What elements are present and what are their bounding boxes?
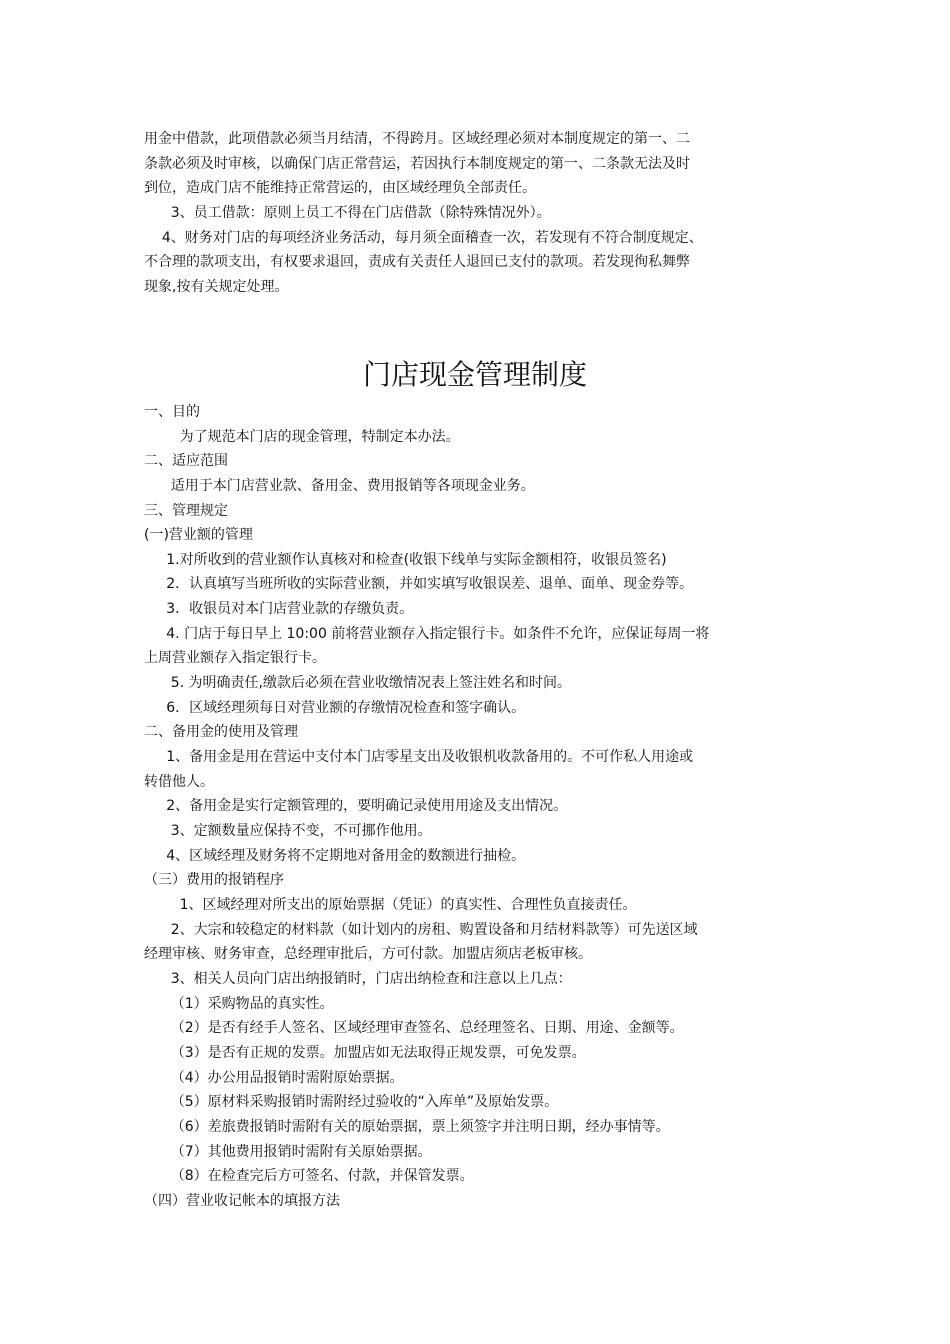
body-line: 1、区域经理对所支出的原始票据（凭证）的真实性、合理性负直接责任。 xyxy=(144,897,637,913)
paragraph-line: 到位，造成门店不能维持正常营运的，由区域经理负全部责任。 xyxy=(144,180,536,196)
body-line: 适用于本门店营业款、备用金、费用报销等各项现金业务。 xyxy=(144,478,535,494)
body-line: 3、定额数量应保持不变，不可挪作他用。 xyxy=(144,823,432,839)
body-line: 三、管理规定 xyxy=(144,503,228,519)
body-line: 上周营业额存入指定银行卡。 xyxy=(144,650,326,666)
body-line: 3、相关人员向门店出纳报销时，门店出纳检查和注意以上几点： xyxy=(144,971,572,987)
body-line: 2、备用金是实行定额管理的，要明确记录使用用途及支出情况。 xyxy=(144,798,568,814)
body-line: （四）营业收记帐本的填报方法 xyxy=(144,1193,340,1209)
body-line: 1.对所收到的营业额作认真核对和检查(收银下线单与实际金额相符，收银员签名) xyxy=(144,552,667,568)
body-line: （5）原材料采购报销时需附经过验收的“入库单”及原始发票。 xyxy=(144,1094,559,1110)
body-line: 1、备用金是用在营运中支付本门店零星支出及收银机收款备用的。不可作私人用途或 xyxy=(144,749,694,765)
body-line: （7）其他费用报销时需附有关原始票据。 xyxy=(144,1144,432,1160)
body-line: 转借他人。 xyxy=(144,774,214,790)
paragraph-line: 不合理的款项支出，有权要求退回，责成有关责任人退回已支付的款项。若发现徇私舞弊 xyxy=(144,254,690,270)
document-title: 门店现金管理制度 xyxy=(362,358,587,391)
body-line: 二、备用金的使用及管理 xyxy=(144,724,298,740)
body-line: （2）是否有经手人签名、区域经理审查签名、总经理签名、日期、用途、金额等。 xyxy=(144,1020,684,1036)
body-line: （3）是否有正规的发票。加盟店如无法取得正规发票，可免发票。 xyxy=(144,1045,586,1061)
body-line: 2．认真填写当班所收的实际营业额，并如实填写收银误差、退单、面单、现金券等。 xyxy=(144,576,694,592)
body-line: （三）费用的报销程序 xyxy=(144,872,284,888)
paragraph-line: 条款必须及时审核，以确保门店正常营运，若因执行本制度规定的第一、二条款无法及时 xyxy=(144,156,690,172)
body-line: 4. 门店于每日早上 10:00 前将营业额存入指定银行卡。如条件不允许，应保证每周一将 xyxy=(144,626,710,642)
body-line: 6．区域经理须每日对营业额的存缴情况检查和签字确认。 xyxy=(144,700,526,716)
paragraph-line: 用金中借款，此项借款必须当月结清，不得跨月。区域经理必须对本制度规定的第一、二 xyxy=(144,131,690,147)
body-line: 一、目的 xyxy=(144,404,200,420)
body-line: 5. 为明确责任,缴款后必须在营业收缴情况表上签注姓名和时间。 xyxy=(144,675,571,691)
body-line: 为了规范本门店的现金管理，特制定本办法。 xyxy=(144,429,460,445)
body-line: 二、适应范围 xyxy=(144,453,228,469)
body-line: （6）差旅费报销时需附有关的原始票据，票上须签字并注明日期，经办事情等。 xyxy=(144,1119,670,1135)
body-line: （8）在检查完后方可签名、付款，并保管发票。 xyxy=(144,1168,474,1184)
paragraph-line: 现象,按有关规定处理。 xyxy=(144,279,289,295)
body-line: （4）办公用品报销时需附原始票据。 xyxy=(144,1070,404,1086)
body-line: 3．收银员对本门店营业款的存缴负责。 xyxy=(144,601,414,617)
paragraph-line: 3、员工借款：原则上员工不得在门店借款（除特殊情况外）。 xyxy=(144,205,551,221)
paragraph-line: 4、财务对门店的每项经济业务活动，每月须全面稽查一次，若发现有不符合制度规定、 xyxy=(144,230,703,246)
body-line: 2、大宗和较稳定的材料款（如计划内的房租、购置设备和月结材料款等）可先送区域 xyxy=(144,922,698,938)
body-line: （1）采购物品的真实性。 xyxy=(144,996,334,1012)
body-line: (一)营业额的管理 xyxy=(144,527,253,543)
body-line: 4、区域经理及财务将不定期地对备用金的数额进行抽检。 xyxy=(144,848,526,864)
body-line: 经理审核、财务审查，总经理审批后，方可付款。加盟店须店老板审核。 xyxy=(144,946,592,962)
